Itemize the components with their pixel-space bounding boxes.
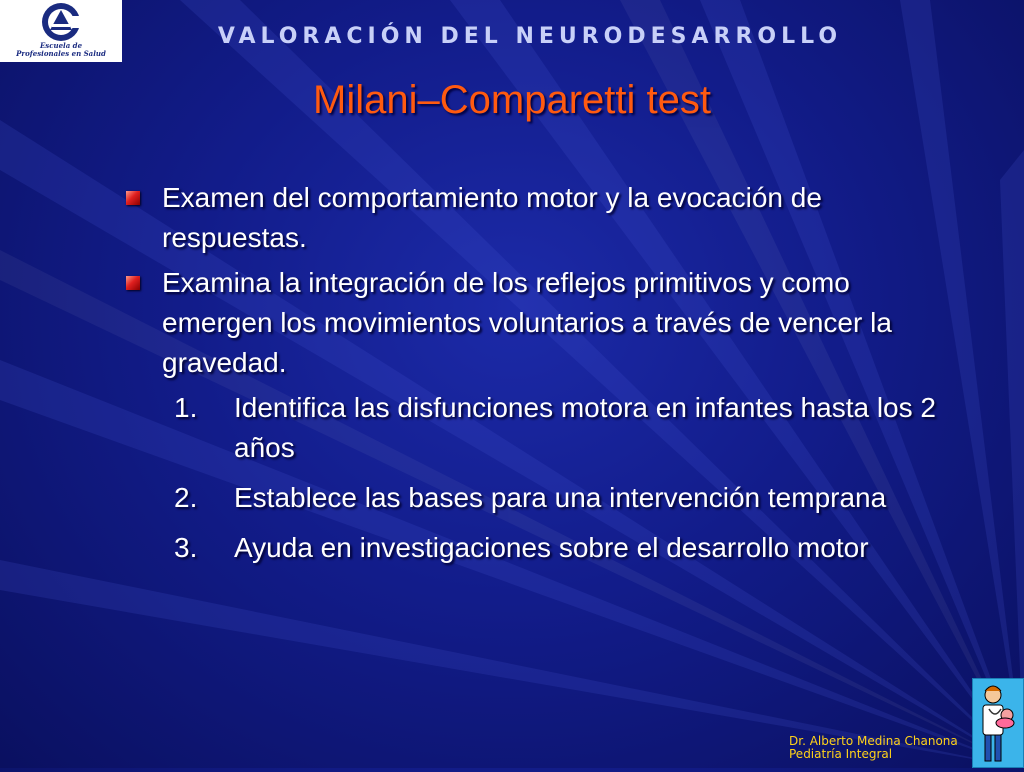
bullet-item: [124, 178, 944, 258]
school-logo: [0, 0, 122, 62]
logo-emblem-icon: [0, 0, 122, 44]
item-text: Establece las bases para una intervención temprana: [234, 482, 887, 513]
slide-content: [124, 178, 944, 578]
numbered-item: [124, 528, 944, 568]
item-number: 3.: [174, 532, 198, 563]
slide-title: Milani–Comparetti test: [313, 78, 711, 122]
footer-subtitle: Pediatría Integral: [789, 747, 893, 761]
numbered-item: [124, 388, 944, 468]
doctor-with-baby-icon: [973, 679, 1023, 767]
bullet-text: Examen del comportamiento motor y la evocación de respuestas.: [162, 182, 822, 253]
bullet-text: Examina la integración de los reflejos primitivos y como emergen los movimientos voluntarios a través de vencer la gravedad.: [162, 267, 892, 378]
bullet-square-icon: [126, 276, 140, 290]
logo-text-line1: Escuela de: [39, 41, 83, 50]
footer-credit: [789, 735, 958, 761]
item-text: Identifica las disfunciones motora en infantes hasta los 2 años: [234, 392, 936, 463]
bullet-item: [124, 263, 944, 383]
doctor-clipart: [972, 678, 1024, 768]
item-text: Ayuda en investigaciones sobre el desarrollo motor: [234, 532, 869, 563]
item-number: 2.: [174, 482, 198, 513]
numbered-item: [124, 478, 944, 518]
bullet-square-icon: [126, 191, 140, 205]
item-number: 1.: [174, 392, 198, 423]
header-title: VALORACIÓN DEL NEURODESARROLLO: [217, 24, 843, 49]
logo-text-line2: Profesionales en Salud: [16, 49, 106, 58]
footer-author: Dr. Alberto Medina Chanona: [789, 734, 958, 748]
